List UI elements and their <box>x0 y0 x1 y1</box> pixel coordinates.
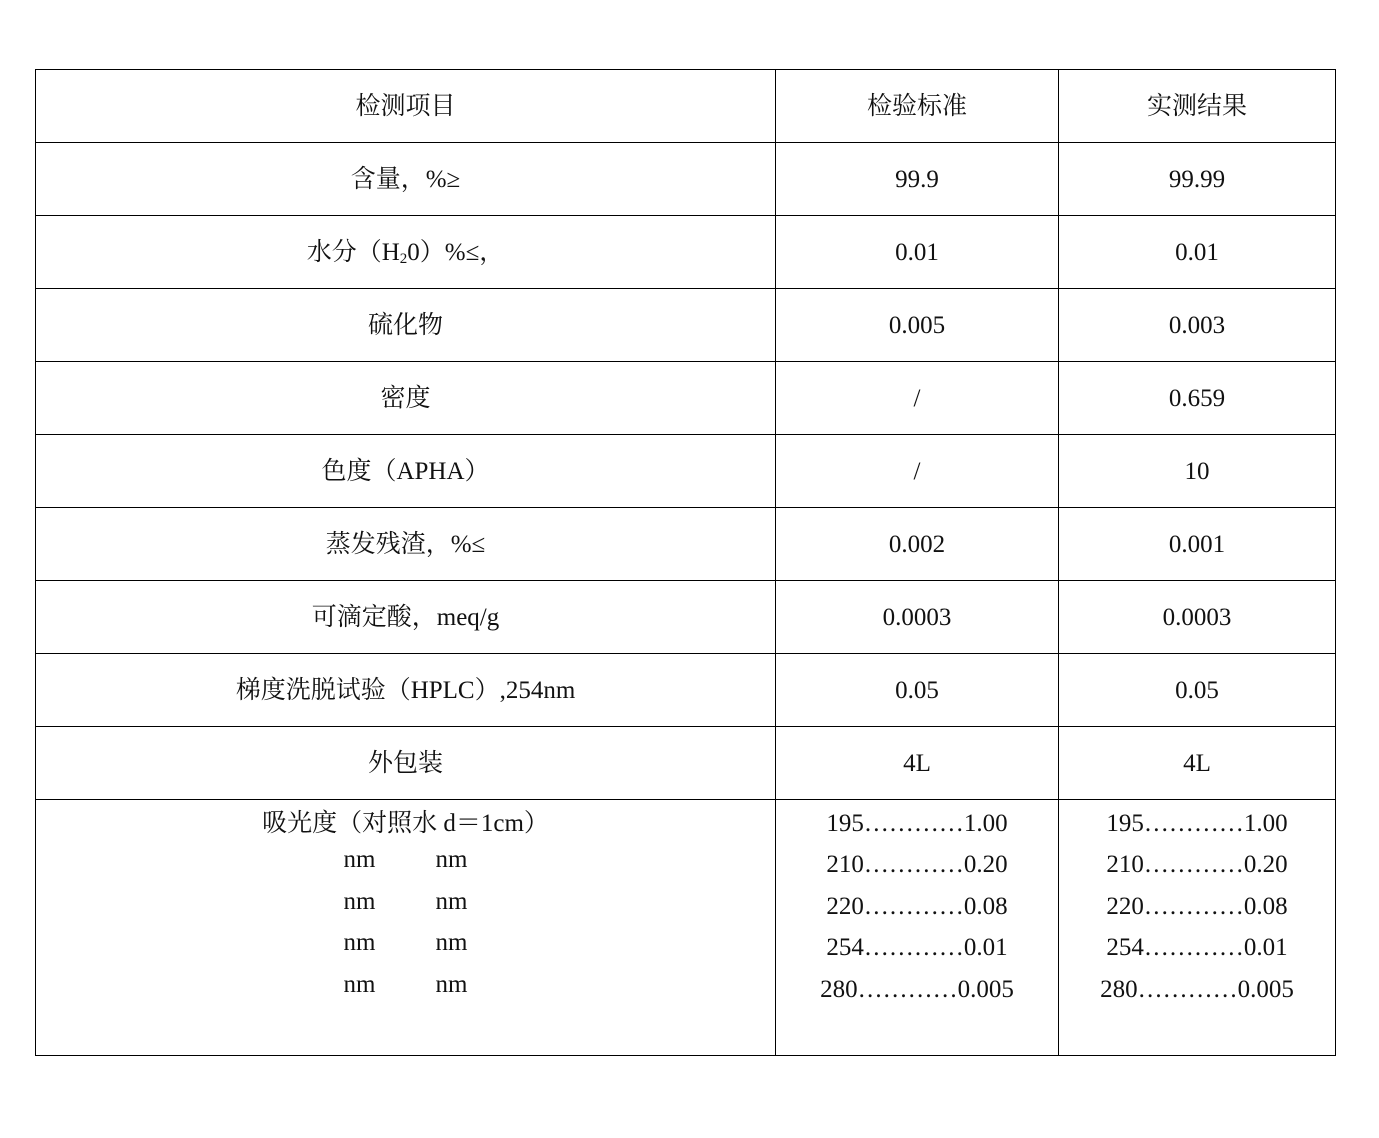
table-row <box>36 654 1336 727</box>
cell-standard: / <box>776 435 1059 508</box>
cell-result: 0.05 <box>1059 654 1336 727</box>
cell-standard-absorbance <box>776 800 1059 1056</box>
absorbance-value: 220…………0.08 <box>826 892 1008 920</box>
cell-item: 外包装 <box>36 727 776 800</box>
nm-label: nm <box>435 887 468 915</box>
cell-result: 4L <box>1059 727 1336 800</box>
absorbance-value: 195…………1.00 <box>826 810 1008 837</box>
cell-result: 0.001 <box>1059 508 1336 581</box>
header-row <box>36 70 1336 143</box>
cell-standard: / <box>776 362 1059 435</box>
absorbance-value: 220…………0.08 <box>1106 892 1288 920</box>
cell-result: 10 <box>1059 435 1336 508</box>
nm-line <box>36 881 775 923</box>
nm-label: nm <box>343 970 376 998</box>
nm-label: nm <box>435 846 468 873</box>
cell-result: 99.99 <box>1059 143 1336 216</box>
cell-item: 梯度洗脱试验（HPLC）,254nm <box>36 654 776 727</box>
absorbance-value: 210…………0.20 <box>826 851 1008 878</box>
nm-label: nm <box>435 970 468 998</box>
header-cell-result: 实测结果 <box>1059 70 1336 143</box>
cell-standard: 0.01 <box>776 216 1059 289</box>
nm-label: nm <box>343 929 376 956</box>
absorbance-value: 195…………1.00 <box>1106 810 1288 837</box>
cell-item: 密度 <box>36 362 776 435</box>
cell-standard: 0.002 <box>776 508 1059 581</box>
absorbance-value: 280…………0.005 <box>1100 975 1294 1003</box>
absorbance-title: 吸光度（对照水 d＝1cm） <box>262 810 549 837</box>
table-row <box>36 508 1336 581</box>
cell-item: 含量，%≥ <box>36 143 776 216</box>
cell-result: 0.0003 <box>1059 581 1336 654</box>
cell-item: 可滴定酸，meq/g <box>36 581 776 654</box>
cell-item: 硫化物 <box>36 289 776 362</box>
absorbance-value: 280…………0.005 <box>820 975 1014 1003</box>
cell-standard: 0.005 <box>776 289 1059 362</box>
nm-label: nm <box>343 887 376 915</box>
nm-label: nm <box>343 846 376 873</box>
table-row <box>36 435 1336 508</box>
cell-result-absorbance <box>1059 800 1336 1056</box>
item-text: 水分（H <box>306 238 400 266</box>
cell-item: 色度（APHA） <box>36 435 776 508</box>
cell-item <box>36 216 776 289</box>
nm-line <box>36 964 775 1006</box>
header-cell-standard: 检验标准 <box>776 70 1059 143</box>
cell-item: 蒸发残渣，%≤ <box>36 508 776 581</box>
cell-item-absorbance <box>36 800 776 1056</box>
header-cell-item: 检测项目 <box>36 70 776 143</box>
item-text: 0）%≤， <box>407 238 505 266</box>
table-row <box>36 143 1336 216</box>
cell-result: 0.003 <box>1059 289 1336 362</box>
table-row <box>36 362 1336 435</box>
absorbance-value: 210…………0.20 <box>1106 851 1288 878</box>
table-row <box>36 581 1336 654</box>
cell-result: 0.659 <box>1059 362 1336 435</box>
table-row <box>36 289 1336 362</box>
absorbance-row <box>36 800 1336 1056</box>
nm-line <box>36 922 775 964</box>
cell-standard: 0.05 <box>776 654 1059 727</box>
table-row <box>36 727 1336 800</box>
specification-table <box>35 69 1336 1056</box>
absorbance-value: 254…………0.01 <box>1106 934 1288 961</box>
table-row <box>36 216 1336 289</box>
nm-line <box>36 839 775 881</box>
cell-standard: 0.0003 <box>776 581 1059 654</box>
subscript-text: 2 <box>399 250 408 267</box>
nm-label: nm <box>435 929 468 956</box>
cell-standard: 99.9 <box>776 143 1059 216</box>
absorbance-value: 254…………0.01 <box>826 934 1008 961</box>
cell-standard: 4L <box>776 727 1059 800</box>
cell-result: 0.01 <box>1059 216 1336 289</box>
